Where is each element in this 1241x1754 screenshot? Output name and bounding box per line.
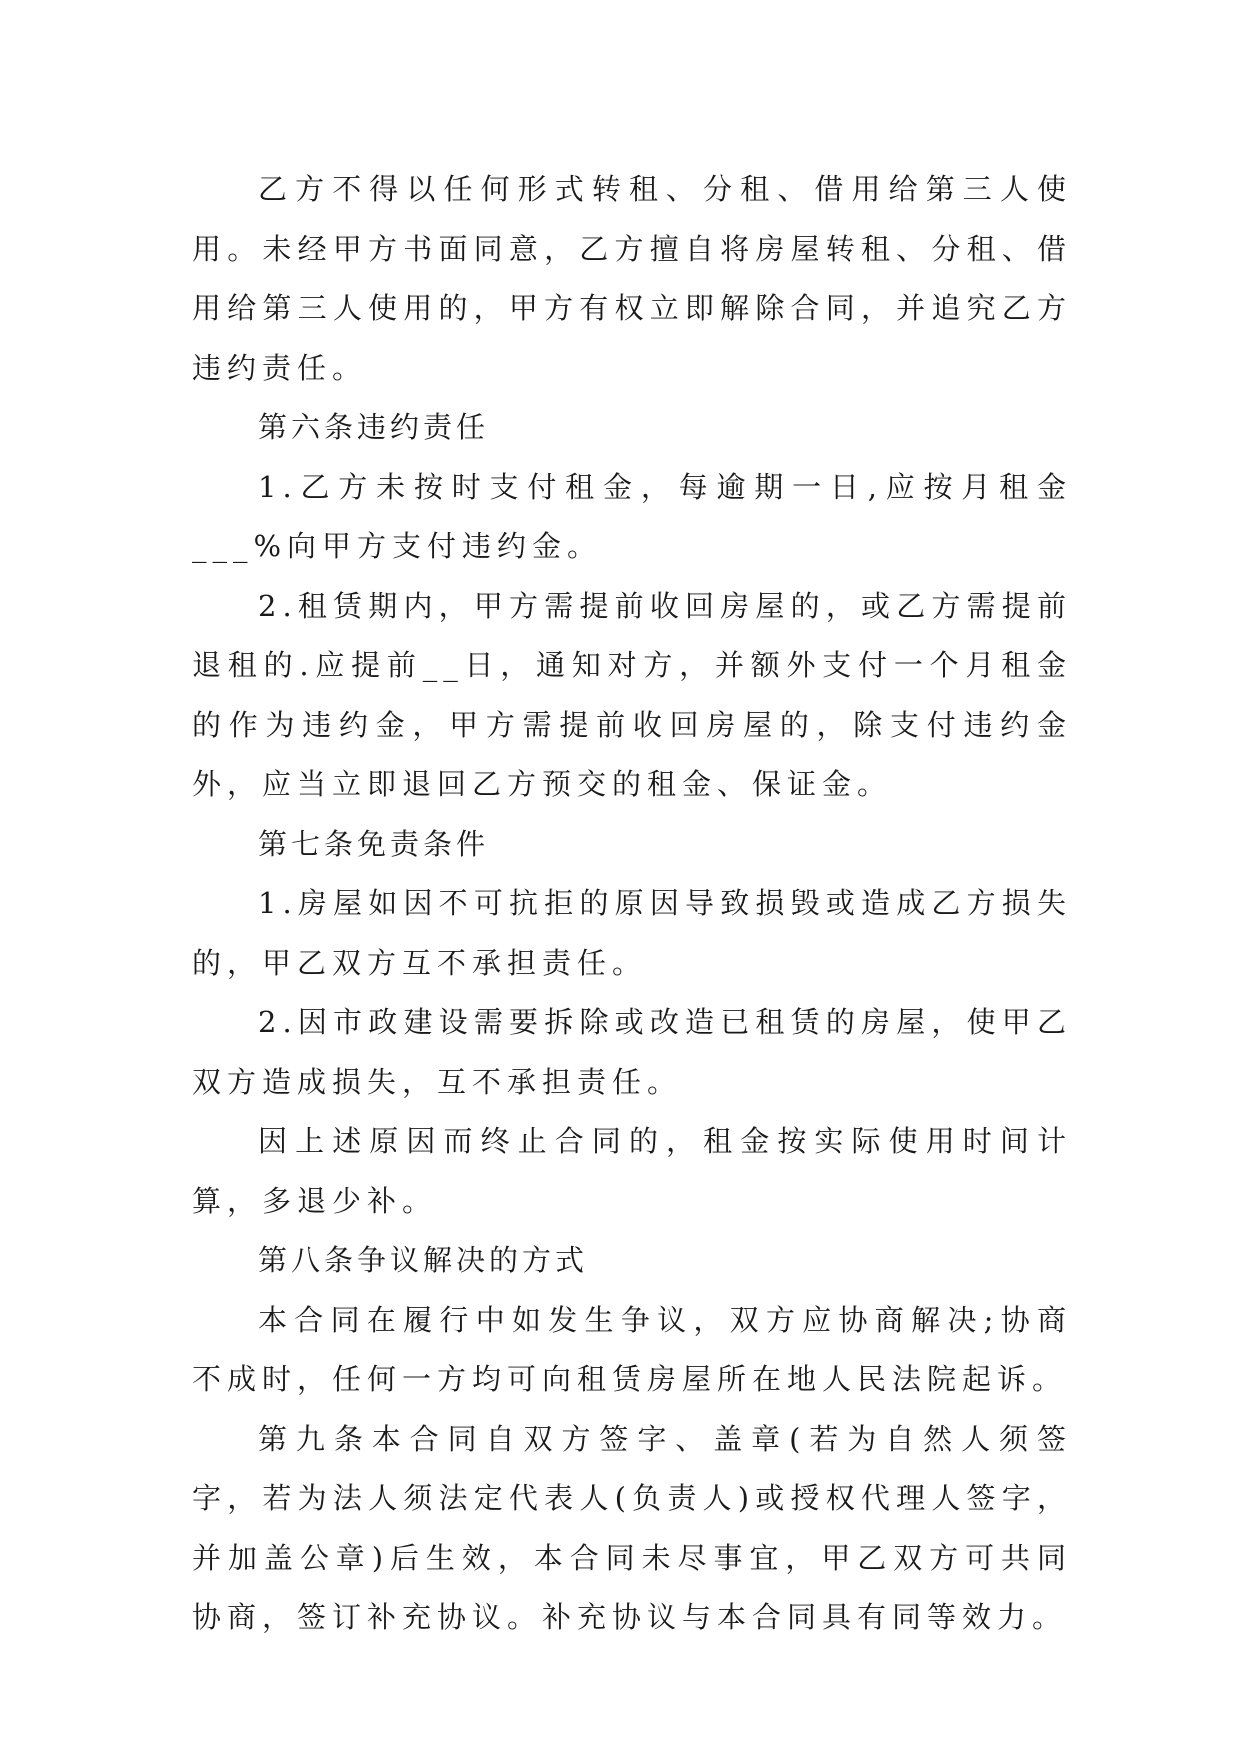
document-page [192, 160, 1072, 1648]
heading-article-7-exemption: 第七条免责条件 [258, 826, 490, 861]
paragraph-article-9-effectiveness: 第九条本合同自双方签字、盖章(若为自然人须签字，若为法人须法定代表人(负责人)或授权代理人签字，并加盖公章)后生效，本合同未尽事宜，甲乙双方可共同协商，签订补充协议。补充协议与本合同具有同等效力。 [192, 1421, 1072, 1634]
paragraph-force-majeure: 1.房屋如因不可抗拒的原因导致损毁或造成乙方损失的，甲乙双方互不承担责任。 [192, 886, 1072, 980]
heading-article-6-breach: 第六条违约责任 [258, 410, 490, 444]
paragraph-late-rent-penalty: 1.乙方未按时支付租金，每逾期一日,应按月租金___%向甲方支付违约金。 [192, 469, 1072, 563]
paragraph-dispute-resolution: 本合同在履行中如发生争议，双方应协商解决;协商不成时，任何一方均可向租赁房屋所在地人民法院起诉。 [192, 1302, 1072, 1396]
paragraph-rent-settlement: 因上述原因而终止合同的，租金按实际使用时间计算，多退少补。 [192, 1124, 1072, 1218]
paragraph-early-termination: 2.租赁期内，甲方需提前收回房屋的，或乙方需提前退租的.应提前__日，通知对方，并额外支付一个月租金的作为违约金，甲方需提前收回房屋的，除支付违约金外，应当立即退回乙方预交的租金、保证金。 [192, 588, 1072, 801]
paragraph-municipal-demolition: 2.因市政建设需要拆除或改造已租赁的房屋，使甲乙双方造成损失，互不承担责任。 [192, 1005, 1072, 1099]
paragraph-sublease-prohibition: 乙方不得以任何形式转租、分租、借用给第三人使用。未经甲方书面同意，乙方擅自将房屋转租、分租、借用给第三人使用的，甲方有权立即解除合同，并追究乙方违约责任。 [192, 172, 1072, 385]
heading-article-8-disputes: 第八条争议解决的方式 [258, 1243, 589, 1277]
